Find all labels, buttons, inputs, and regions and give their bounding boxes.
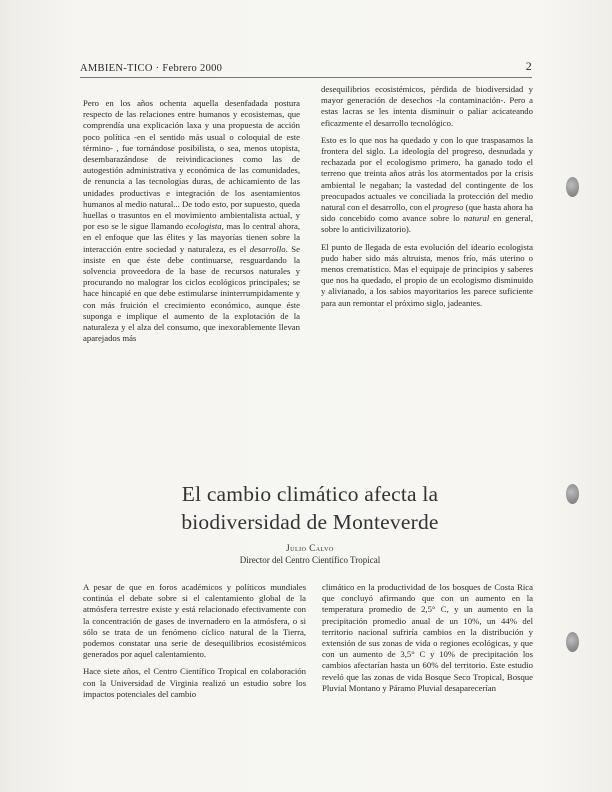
article-byline [150,542,470,566]
title-line: El cambio climático afecta la [181,482,439,506]
text-run: , mas lo central ahora, en el enfoque que las élites y las mayorías tienen sobre la interacción entre sociedad y naturaleza, es el [83,221,300,254]
paragraph: desequilibrios ecosistémicos, pérdida de biodiversidad y mayor generación de desechos -la contaminación-. Pero a estas lacras se les intenta disminuir o paliar acicateando eficazmente el desarrollo tecnológico. [321,84,533,128]
paragraph [321,135,533,236]
paragraph: A pesar de que en foros académicos y políticos mundiales continúa el debate sobre si el calentamiento global de la atmósfera terrestre existe y está relacionado efectivamente con la concentración de gases de invernadero en la atmósfera, o si sólo se trata de un fenómeno cíclico natural de la Tierra, podemos constatar una serie de desequilibrios ecosistémicos generados por aquel calentamiento. [83,582,306,660]
binder-hole [566,177,579,197]
paragraph: Hace siete años, el Centro Científico Tropical en colaboración con la Universidad de Virginia realizó un estudio sobre los impactos potenciales del cambio [83,666,306,699]
paragraph: El punto de llegada de esta evolución del ideario ecologista pudo haber sido más altruista, menos frío, más uterino o menos crematístico. Mas el equipaje de principios y saberes que nos ha quedado, el propio de un ecologismo disminuido y alivianado, a los sabios mayoritarios les parece suficiente para aun remontar el próximo siglo, jadeantes. [321,241,533,308]
page-number: 2 [525,59,532,73]
emphasis: progreso [432,202,464,213]
text-run: Pero en los años ochenta aquella desenfadada postura respecto de las relaciones entre humanos y ecosistemas, que comprendía una explicación laxa y una propuesta de acción poco política -en el sentido más usual o coloquial de este término- , fue tornándose posibilista, o sea, menos utopista, desembarazándose de reivindicaciones como las de autogestión administrativa y económica de las comunidades, de renuncia a las tecnologías duras, de achicamiento de las unidades productivas e integración de los asentamientos humanos al medio natural... De todo esto, por supuesto, queda huellas o trasuntos en el movimiento ambientalista actual, y por eso se le sigue llamando [83,98,300,232]
emphasis: desarrollo [249,243,286,254]
text-run: . Se insiste en que éste debe continuarse, resguardando la solvencia proveedora de la base de recursos naturales y procurando no malograr los ciclos ecológicos principales; se hace hincapié en que debe estimularse ininterrumpidamente y con más fruición el crecimiento económico, aunque éste suponga e implique el aumento de la explotación de la naturaleza y el alza del consumo, que inexorablemente llevan aparejados más [83,243,300,344]
top-right-column [321,84,533,315]
publication-name: AMBIEN-TICO · Febrero 2000 [80,63,223,74]
emphasis: natural [463,213,490,224]
title-line: biodiversidad de Monteverde [181,510,439,534]
text-run: Esto es lo que nos ha quedado y con lo que traspasamos la frontera del siglo. La ideología del progreso, desnudada y rechazada por el ecologismo primero, ha ganado todo el terreno que treinta años atrás los atormentados por la crisis ambiental le negaban; la vastedad del contingente de los preocupados actuales ve conciliada la protección del medio natural con el desarrollo, con el [321,134,533,213]
bottom-left-column [83,582,306,706]
paragraph: climático en la productividad de los bosques de Costa Rica que concluyó afirmando que con un aumento en la temperatura promedio de 2,5° C, y un aumento en la precipitación promedio anual de un 10%, un 44% del territorio nacional sufriría cambios en la distribución y extensión de sus zonas de vida o regiones ecológicas, y que con un aumento de 3,5° C y 10% de precipitación los cambios afectarían hasta un 60% del territorio. Este estudio reveló que las zonas de vida Bosque Seco Tropical, Bosque Pluvial Montano y Páramo Pluvial desaparecerían [322,582,533,693]
top-left-column [83,98,300,350]
bottom-right-column [322,582,533,700]
page-header [80,61,532,78]
binder-hole [566,632,579,652]
binder-hole [566,484,579,504]
author-name: Julio Calvo [286,543,334,553]
author-role: Director del Centro Científico Tropical [239,555,381,565]
text-run: en general, sobre lo anticivilizatorio). [321,213,534,235]
text-run: (que hasta ahora ha sido concebido como avance sobre lo [321,202,534,224]
emphasis: ecologista [185,221,222,232]
article-title [120,480,500,536]
paragraph [83,98,300,344]
